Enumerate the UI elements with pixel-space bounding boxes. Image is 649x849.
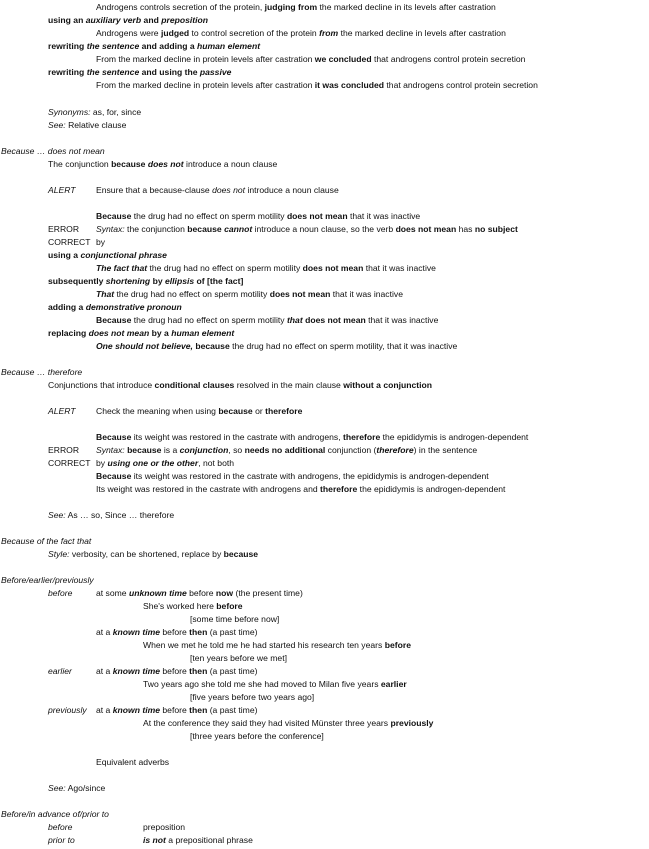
text-segment: we concluded [314,54,372,64]
text-segment: cannot [224,224,253,234]
text-segment: to control secretion of the protein [189,28,320,38]
text-segment: At the conference they said they had visited Münster three years [143,718,391,728]
text-segment: the epididymis is androgen-dependent [357,484,506,494]
text-segment: Style: [48,549,70,559]
text-segment: the sentence [86,67,140,77]
text-segment: Check the meaning when using [96,406,219,416]
text-segment: rewriting [48,41,87,51]
text-segment: previously [48,705,87,715]
text-segment: Conjunctions that introduce [48,380,155,390]
text-segment: subsequently [48,276,106,286]
text-segment: ERROR [48,445,80,455]
text-segment: [some time before now] [190,614,280,624]
text-segment: then [189,627,208,637]
text-segment: because [218,406,253,416]
text-segment: that androgens control protein secretion [371,54,526,64]
text-segment: preposition [161,15,209,25]
text-segment: does not mean [269,289,331,299]
text-segment: therefore [265,406,303,416]
text-segment: its weight was restored in the castrate with androgens, [131,432,343,442]
text-segment: that [286,315,303,325]
text-segment: that it was inactive [363,263,436,273]
text-line [96,458,234,469]
text-line [48,380,432,391]
text-line [48,328,234,339]
text-line [48,185,76,196]
text-line [96,224,518,235]
text-line [48,549,258,560]
text-line [96,289,403,300]
text-segment: As … so, Since … therefore [65,510,175,520]
text-segment: The fact that [96,263,148,273]
text-segment: before [160,705,190,715]
text-segment: ALERT [48,406,76,416]
text-segment: that it was inactive [330,289,403,299]
text-segment: Equivalent adverbs [96,757,170,767]
text-line [143,640,411,651]
text-line [48,276,243,287]
text-segment: before [216,601,243,611]
text-segment: known time [112,627,161,637]
text-segment: from [319,28,339,38]
text-segment: rewriting [48,67,87,77]
text-segment: adding a [48,302,86,312]
text-line [48,250,167,261]
text-segment: [five years before two years ago] [190,692,315,702]
text-line [48,224,79,235]
text-segment: does not [147,159,184,169]
text-segment: human element [171,328,235,338]
text-segment: does not mean [395,224,457,234]
text-line [1,809,109,820]
text-segment: now [215,588,234,598]
text-line [48,458,91,469]
text-segment: is a [161,445,180,455]
text-segment: ellipsis [165,276,195,286]
text-segment: Because [96,315,132,325]
text-segment: and using the [139,67,200,77]
text-segment: From the marked decline in protein levels after castration [96,80,315,90]
text-segment: known time [112,666,161,676]
text-line [96,54,525,65]
text-segment: judged [160,28,190,38]
text-segment: has [456,224,475,234]
text-segment: of [the fact] [194,276,244,286]
text-segment: ) in the sentence [413,445,478,455]
text-segment: its weight was restored in the castrate with androgens, the epididymis is androgen-dependent [131,471,489,481]
text-segment: the epididymis is androgen-dependent [380,432,529,442]
text-segment: Before/earlier/previously [1,575,94,585]
text-segment: passive [199,67,232,77]
text-segment: , not both [198,458,235,468]
text-segment: is not [143,835,166,845]
text-line [190,692,314,703]
text-segment: Ensure that a because-clause [96,185,213,195]
text-segment: See: [48,510,66,520]
text-line [48,835,75,846]
text-line [96,315,438,326]
text-segment: no subject [474,224,518,234]
text-line [96,588,303,599]
text-segment: it was concluded [314,80,385,90]
text-segment: needs no additional [244,445,326,455]
text-segment: introduce a noun clause, so the verb [252,224,396,234]
text-segment: by [150,276,165,286]
text-segment: then [189,705,208,715]
text-segment: at a [96,666,113,676]
text-segment: Because … does not mean [1,146,105,156]
text-segment: conjunctional phrase [80,250,167,260]
text-segment: because [223,549,259,559]
text-segment: because [195,341,230,351]
text-segment: Relative clause [65,120,127,130]
text-segment: at a [96,705,113,715]
text-line [143,601,243,612]
text-segment: as, for, since [90,107,142,117]
text-segment: resolved in the main clause [234,380,344,390]
text-segment: Synonyms: [48,107,91,117]
text-segment: [ten years before we met] [190,653,287,663]
text-line [190,614,279,625]
text-segment: , so [228,445,245,455]
text-line [190,731,324,742]
text-segment: a prepositional phrase [165,835,253,845]
text-segment: Two years ago she told me she had moved to Milan five years [143,679,381,689]
text-segment: introduce a noun clause [245,185,339,195]
text-line [96,341,457,352]
text-line [96,28,506,39]
text-line [48,302,182,313]
text-line [143,718,433,729]
text-segment: before [160,627,190,637]
text-segment: does not mean [88,328,150,338]
text-line [48,510,174,521]
text-segment: auxiliary verb [85,15,142,25]
text-segment: (the present time) [233,588,303,598]
text-line [96,445,477,456]
text-segment: that androgens control protein secretion [384,80,538,90]
text-segment: earlier [48,666,72,676]
text-segment: preposition [143,822,186,832]
text-line [48,41,260,52]
text-segment: and [141,15,162,25]
text-segment: unknown time [128,588,187,598]
text-segment: because [111,159,146,169]
text-segment: using one or the other [107,458,199,468]
text-segment: the sentence [86,41,140,51]
text-segment: See: [48,783,66,793]
text-segment: replacing [48,328,89,338]
text-segment: Because … therefore [1,367,83,377]
text-line [96,185,339,196]
text-segment: human element [197,41,261,51]
text-line [1,367,82,378]
text-segment: Androgens were [96,28,161,38]
text-line [1,146,105,157]
text-segment: demonstrative pronoun [85,302,182,312]
text-segment: the marked decline in its levels after castration [317,2,496,12]
text-segment: Syntax: [96,445,125,455]
text-segment: before [48,588,73,598]
text-segment: From the marked decline in protein levels after castration [96,54,315,64]
text-segment: She's worked here [143,601,217,611]
text-segment: the drug had no effect on sperm motility [147,263,303,273]
text-segment: Syntax: [96,224,125,234]
text-segment: previously [390,718,434,728]
text-line [96,432,528,443]
text-line [48,783,105,794]
text-segment: before [48,822,73,832]
text-segment: conjunction [179,445,229,455]
text-line [96,705,257,716]
text-segment: Before/in advance of/prior to [1,809,109,819]
text-segment: CORRECT [48,458,91,468]
text-line [48,705,87,716]
text-line [96,237,105,248]
text-segment: the drug had no effect on sperm motility [114,289,270,299]
text-segment: (a past time) [207,666,258,676]
text-segment: See: [48,120,66,130]
text-segment: or [252,406,266,416]
text-segment: (a past time) [207,627,258,637]
text-segment: Its weight was restored in the castrate with androgens and [96,484,321,494]
text-segment: verbosity, can be shortened, replace by [69,549,224,559]
text-segment: The conjunction [48,159,112,169]
text-segment: ALERT [48,185,76,195]
text-line [48,666,72,677]
text-segment: by a [149,328,172,338]
text-line [96,80,538,91]
text-line [143,822,185,833]
text-segment: the drug had no effect on sperm motility [131,315,287,325]
text-segment: using a [48,250,81,260]
text-line [143,835,253,846]
text-segment: does not [212,185,246,195]
text-segment: introduce a noun clause [183,159,278,169]
text-line [48,406,76,417]
text-segment: therefore [320,484,358,494]
text-line [96,2,496,13]
text-segment: prior to [48,835,75,845]
text-segment: that it was inactive [347,211,421,221]
text-segment: CORRECT [48,237,91,247]
text-line [48,822,72,833]
text-line [48,159,277,170]
text-segment: therefore [376,445,414,455]
text-line [1,575,94,586]
text-line [48,120,126,131]
text-segment: the conjunction [124,224,188,234]
text-line [96,757,169,768]
text-segment: because [187,224,222,234]
text-segment: conjunction ( [325,445,377,455]
text-line [1,536,91,547]
text-segment: the marked decline in levels after castration [338,28,506,38]
text-segment: judging from [264,2,318,12]
text-segment: by [96,458,108,468]
text-line [96,666,257,677]
text-segment: Androgens controls secretion of the protein, [96,2,265,12]
text-segment: before [160,666,190,676]
text-segment: When we met he told me he had started his research ten years [143,640,385,650]
text-segment: That [96,289,115,299]
text-segment: Because [96,211,132,221]
text-segment: using an [48,15,86,25]
text-line [190,653,287,664]
text-segment: Because [96,471,132,481]
text-segment: before [384,640,411,650]
text-line [48,15,208,26]
text-line [96,471,489,482]
text-line [96,627,257,638]
text-segment: shortening [105,276,151,286]
text-segment: Because [96,432,132,442]
text-line [96,211,420,222]
text-segment: Because of the fact that [1,536,92,546]
text-segment: conditional clauses [154,380,235,390]
text-line [96,263,436,274]
text-segment: Ago/since [65,783,106,793]
text-segment: therefore [342,432,381,442]
text-segment: [three years before the conference] [190,731,324,741]
text-segment: before [186,588,216,598]
text-segment: (a past time) [207,705,258,715]
text-segment: because [127,445,162,455]
text-line [48,588,72,599]
text-segment: does not mean [286,211,348,221]
text-segment: and adding a [139,41,198,51]
text-segment: does not mean [302,263,364,273]
text-line [96,406,302,417]
text-segment: at some [96,588,129,598]
text-line [48,445,79,456]
text-line [48,67,231,78]
text-line [48,107,141,118]
text-segment: ERROR [48,224,80,234]
text-segment: that it was inactive [365,315,439,325]
text-segment: the drug had no effect on sperm motility, that it was inactive [229,341,458,351]
text-segment: One should not believe, [96,341,193,351]
text-segment: earlier [380,679,407,689]
text-line [143,679,407,690]
text-segment: without a conjunction [343,380,433,390]
text-line [96,484,505,495]
text-segment: the drug had no effect on sperm motility [131,211,287,221]
text-segment: known time [112,705,161,715]
text-segment: at a [96,627,113,637]
text-segment: then [189,666,208,676]
text-segment: does not mean [305,315,366,325]
text-segment: by [96,237,106,247]
text-line [48,237,91,248]
